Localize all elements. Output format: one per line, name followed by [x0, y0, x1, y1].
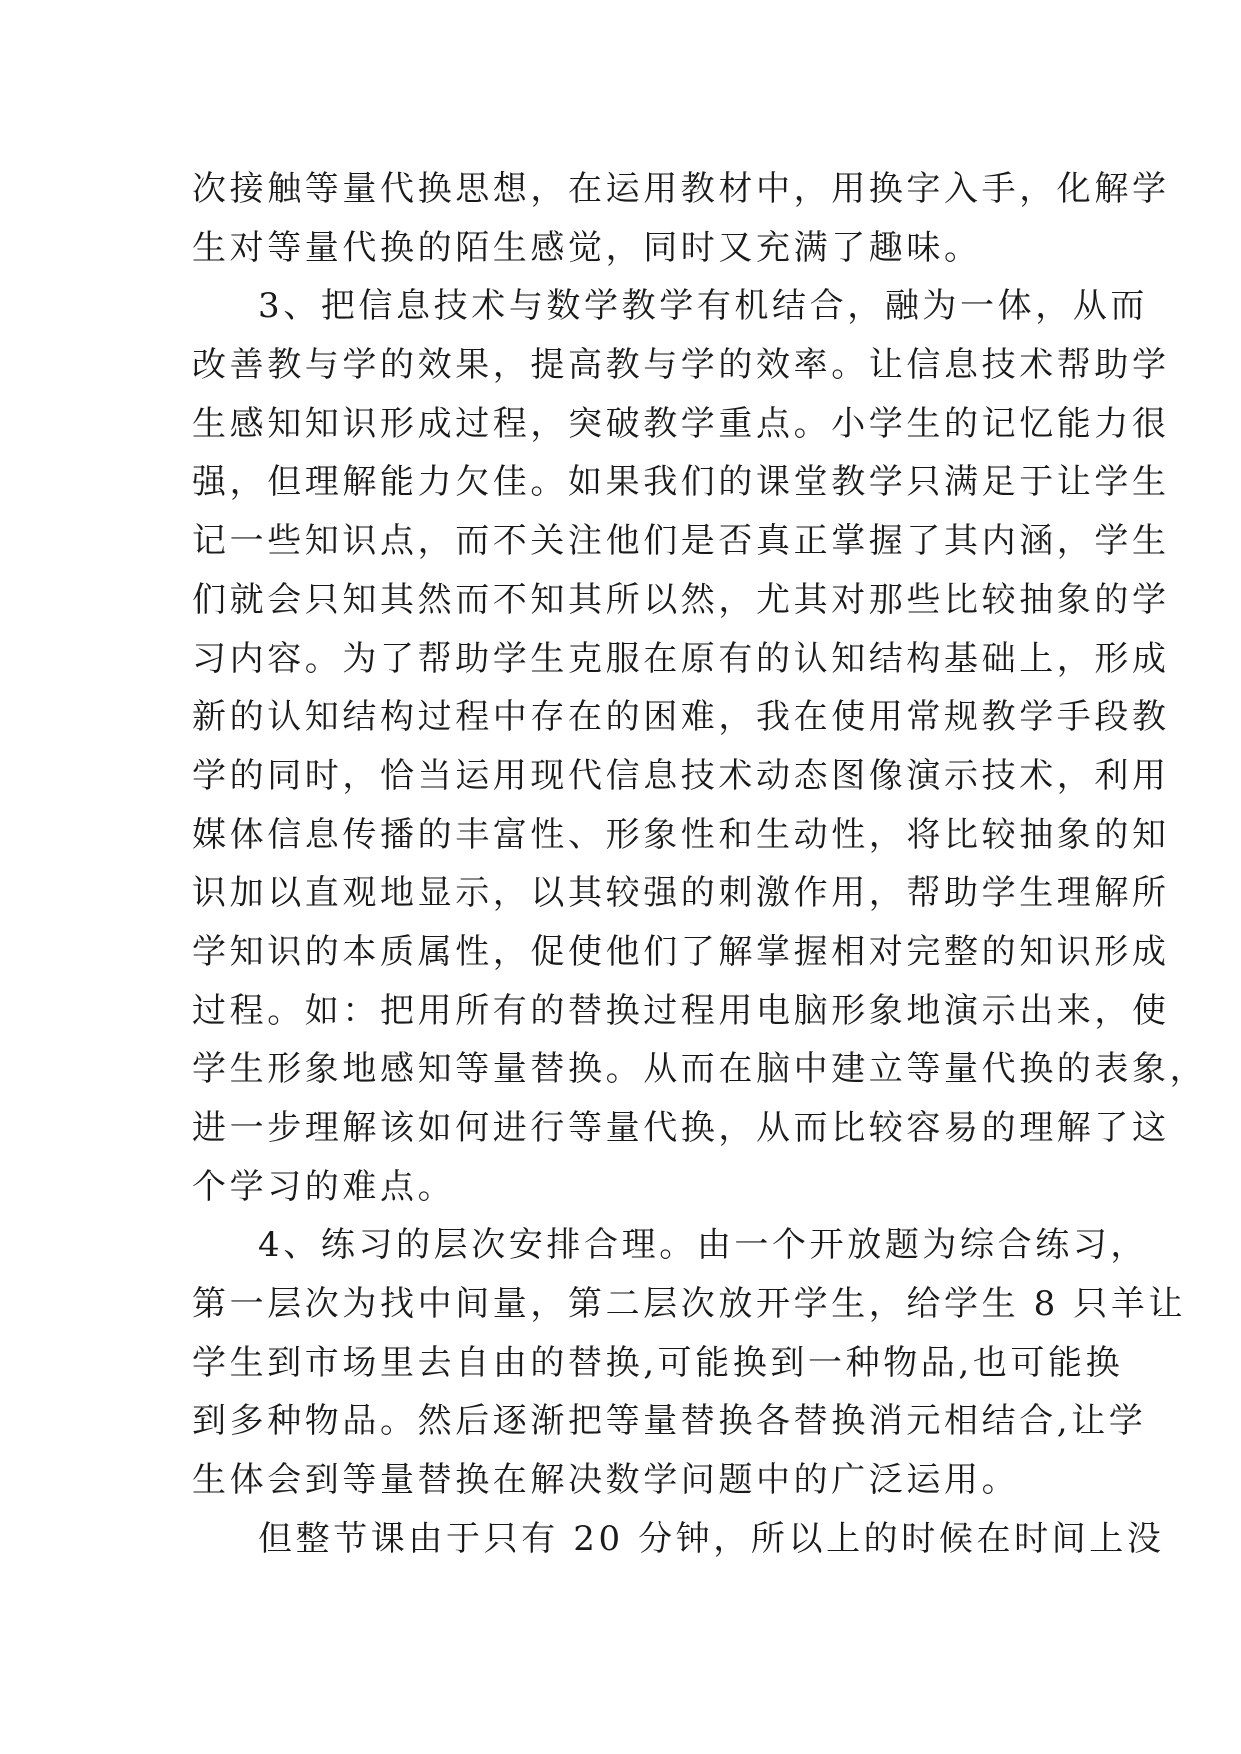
text-line: 生感知知识形成过程，突破教学重点。小学生的记忆能力很 [192, 403, 1170, 444]
text-line: 识加以直观地显示，以其较强的刺激作用，帮助学生理解所 [192, 873, 1170, 914]
text-line: 学生到市场里去自由的替换,可能换到一种物品,也可能换 [192, 1342, 1124, 1383]
text-line: 学知识的本质属性，促使他们了解掌握相对完整的知识形成 [192, 931, 1170, 972]
text-line: 第一层次为找中间量，第二层次放开学生，给学生 8 只羊让 [192, 1284, 1187, 1325]
text-line: 个学习的难点。 [192, 1166, 456, 1207]
text-line: 新的认知结构过程中存在的困难，我在使用常规教学手段教 [192, 697, 1170, 738]
paragraph-start-line: 4、练习的层次安排合理。由一个开放题为综合练习， [258, 1225, 1149, 1266]
text-line: 过程。如：把用所有的替换过程用电脑形象地演示出来，使 [192, 990, 1170, 1031]
text-line: 学的同时，恰当运用现代信息技术动态图像演示技术，利用 [192, 755, 1170, 796]
paragraph-start-line: 但整节课由于只有 20 分钟，所以上的时候在时间上没 [258, 1518, 1165, 1559]
document-body [192, 160, 1208, 1569]
text-line: 习内容。为了帮助学生克服在原有的认知结构基础上，形成 [192, 638, 1170, 679]
text-line: 学生形象地感知等量替换。从而在脑中建立等量代换的表象， [192, 1049, 1208, 1090]
text-line: 强，但理解能力欠佳。如果我们的课堂教学只满足于让学生 [192, 462, 1170, 503]
text-line: 媒体信息传播的丰富性、形象性和生动性，将比较抽象的知 [192, 814, 1170, 855]
text-line: 记一些知识点，而不关注他们是否真正掌握了其内涵，学生 [192, 521, 1170, 562]
text-line: 次接触等量代换思想，在运用教材中，用换字入手，化解学 [192, 169, 1170, 209]
paragraph-start-line: 3、把信息技术与数学教学有机结合，融为一体，从而 [258, 286, 1149, 327]
text-line: 们就会只知其然而不知其所以然，尤其对那些比较抽象的学 [192, 579, 1170, 620]
text-line: 生体会到等量替换在解决数学问题中的广泛运用。 [192, 1460, 1020, 1501]
text-line: 改善教与学的效果，提高教与学的效率。让信息技术帮助学 [192, 345, 1170, 386]
text-line: 生对等量代换的陌生感觉，同时又充满了趣味。 [192, 227, 982, 268]
text-line: 到多种物品。然后逐渐把等量替换各替换消元相结合,让学 [192, 1401, 1147, 1442]
text-line: 进一步理解该如何进行等量代换，从而比较容易的理解了这 [192, 1108, 1170, 1148]
